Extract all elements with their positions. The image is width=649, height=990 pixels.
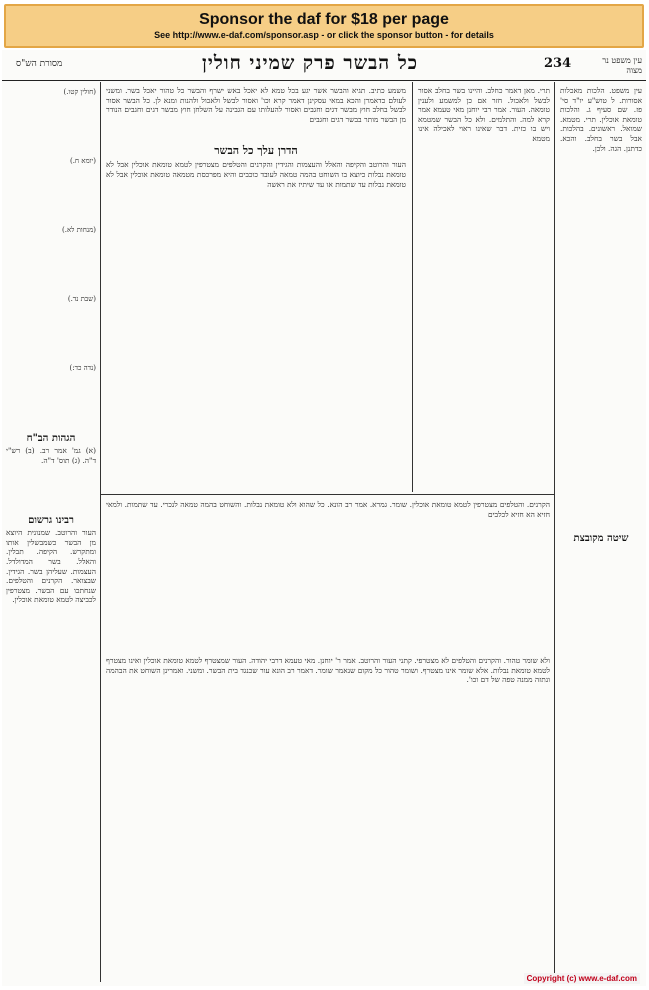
lower-commentary	[106, 500, 550, 650]
margin-note: (מנחות לא.)	[61, 226, 96, 234]
tosafot-text: ולא שומר טהור. והקרנים והטלפים לא מצטרפי. קתני העור והרוטב. אמר ר' יוחנן. מאי טעמא דרבי יהודה. העור שמצטרף לטמא טומאת אוכלין ואינו מצטרף לטמא טומאת נבלות. אלא שומר אינו מצטרף. ושומר טהור כל מקום שנאמר שומר. דאמר רב הונא עור שכנגד בית הבשר. ומשני. ואמרינן השוחט את הבהמה ונתזה ממנה טפה של דם וכו'.	[106, 656, 550, 685]
header-left-label: מסורת הש"ס	[16, 59, 63, 69]
sponsor-subtitle[interactable]: See http://www.e-daf.com/sponsor.asp - or click the sponsor button - for details	[154, 30, 494, 40]
right-margin-column	[560, 86, 642, 982]
tosafot-block	[106, 656, 550, 982]
mishnah-text: העור והרוטב והקיפה והאלל והעצמות והגידין והקרנים והטלפים מצטרפין לטמא טומאת אוכלין אבל לא טומאת נבלות כיוצא בו השוחט בהמה טמאה לעובד כוכבים והיא מפרכסת מטמאה טומאת אוכלין אבל לא טומאת נבלות עד שתמות או עד שיתיז את ראשה	[106, 160, 406, 189]
chapter-end-heading: הדרן עלך כל הבשר	[214, 144, 298, 158]
left-margin-column	[6, 84, 96, 980]
ein-mishpat-text: עין משפט. הלכות מאכלות אסורות. ל טוש"ע יו"ד סי' פז. שם סעיף ג. והלכות טומאת אוכלין. תרי. מטמא. שמואל. ראשונים. בהלכות. אבל בשר בחלב. והכא. כדתנן. הגה. ולכן.	[560, 86, 642, 153]
lower-commentary-text: הקרנים. והטלפים מצטרפין לטמא טומאת אוכלין. שומר. גמרא. אמר רב הונא. כל שהוא ולא טומאת נבלות. והשוחט בהמה טמאה לנכרי. עד שתמות. ולמאי חזיא הא חזיא לכלבים	[106, 500, 550, 519]
column-divider-right	[554, 82, 555, 982]
page-number: 234	[544, 56, 572, 71]
header-right-label: עין משפט נר מצוה	[602, 56, 642, 75]
talmud-page	[2, 50, 646, 986]
rabbeinu-gershom-text: העור והרוטב. שמנונית היוצא מן הבשר כשמבשלין אותו ומתקרש. הקיפה. תבלין. והאלל. בשר המדולדל. העצמות. שעליהן בשר. הגידין. שבצואר. הקרנים והטלפים. שנחתכו עם הבשר. מצטרפין לכביצה לטמא טומאת אוכלין.	[6, 528, 96, 605]
page-header	[2, 52, 646, 81]
margin-note: (יומא ח.)	[69, 157, 96, 165]
gloss-text: (א) גמ' אמר רב. (ב) רש"י ד"ה. (ג) תוס' ד"ה.	[6, 446, 96, 465]
sponsor-title: Sponsor the daf for $18 per page	[199, 11, 449, 28]
column-divider-center	[412, 82, 413, 492]
running-head: כל הבשר פרק שמיני חולין	[202, 52, 419, 74]
rabbeinu-gershom-heading: רבינו גרשום	[28, 515, 74, 527]
shita-mekubetzet-heading: שיטה מקובצת	[573, 533, 629, 545]
rashi-column	[418, 86, 550, 490]
margin-note: (שבת נד.)	[67, 295, 96, 303]
copyright-footer[interactable]: Copyright (c) www.e-daf.com	[524, 973, 640, 984]
margin-note: (חולין קטו.)	[63, 88, 96, 96]
section-divider	[100, 494, 555, 495]
column-divider-left	[100, 82, 101, 982]
margin-note: (נדה כד:)	[69, 364, 96, 372]
gemara-column	[106, 86, 406, 490]
sponsor-banner[interactable]	[4, 4, 644, 48]
gloss-heading: הגהות הב"ח	[26, 433, 76, 444]
gemara-top-text: משמע כתיב. תגיא והבשר אשר יגע בכל טמא לא יאכל באש ישרף והבשר כל טהור יאכל בשר. ומשני לעולם כדאמרן והכא במאי עסקינן דאמר קרא וכו' ואסור לבשל ולאכול ולהנות ומנא לן. כל הבשר אסור לבשל בחלב חוץ מבשר דגים וחגבים ואסור להעלותו עם הגבינה על השלחן חוץ מבשר דגים וחגבים הנודר מן הבשר מותר בבשר דגים וחגבים	[106, 86, 406, 124]
rashi-text: תרי. מאן דאמר כחלב. והיינו בשר בחלב אסור לבשל ולאכול. חזר אם כן למשמע ולענין טומאה. העור. אמר רבי יוחנן מאי טעמא אמר קרא למה. והתלמים. ולא כל הבשר שמטמא ויש בו כזית. דבר שאינו ראוי לאכילה אינו מטמא	[418, 86, 550, 143]
